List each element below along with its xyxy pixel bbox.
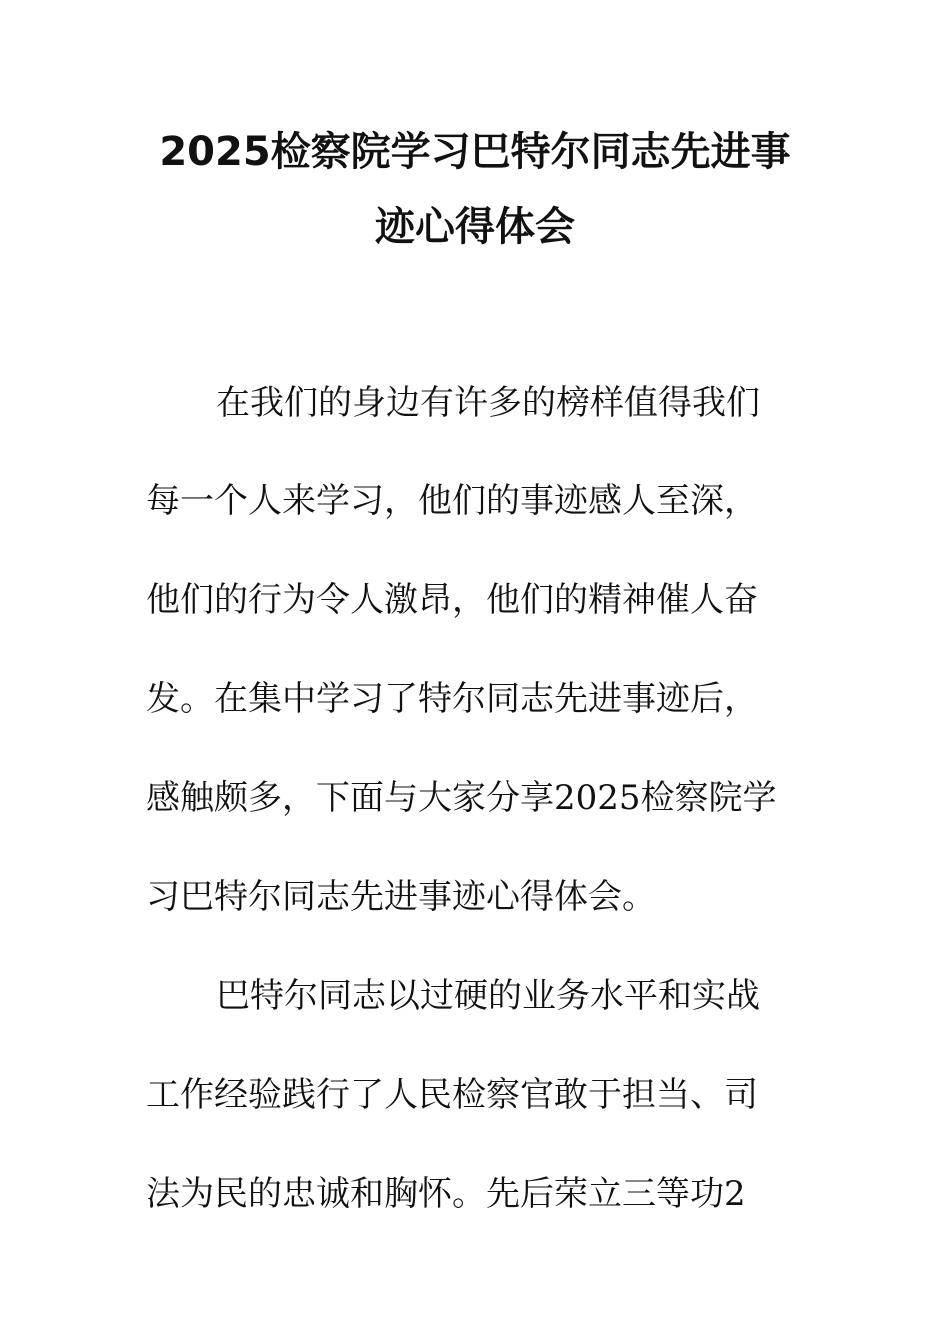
paragraph-1-line-4: 发。在集中学习了特尔同志先进事迹后， [146, 679, 758, 719]
paragraph-1-line-6: 习巴特尔同志先进事迹心得体会。 [146, 877, 656, 917]
paragraph-2-line-2: 工作经验践行了人民检察官敢于担当、司 [146, 1075, 758, 1115]
paragraph-1-line-1: 在我们的身边有许多的榜样值得我们 [216, 383, 760, 423]
paragraph-1-line-3: 他们的行为令人激昂，他们的精神催人奋 [146, 580, 758, 620]
paragraph-2-line-3: 法为民的忠诚和胸怀。先后荣立三等功2 [146, 1174, 746, 1214]
paragraph-1-line-2: 每一个人来学习，他们的事迹感人至深， [146, 481, 758, 521]
document-title-line-1: 2025检察院学习巴特尔同志先进事 [159, 129, 791, 175]
document-title-line-2: 迹心得体会 [375, 204, 575, 250]
paragraph-1-line-5: 感触颇多，下面与大家分享2025检察院学 [146, 778, 777, 818]
paragraph-2-line-1: 巴特尔同志以过硬的业务水平和实战 [216, 976, 760, 1016]
